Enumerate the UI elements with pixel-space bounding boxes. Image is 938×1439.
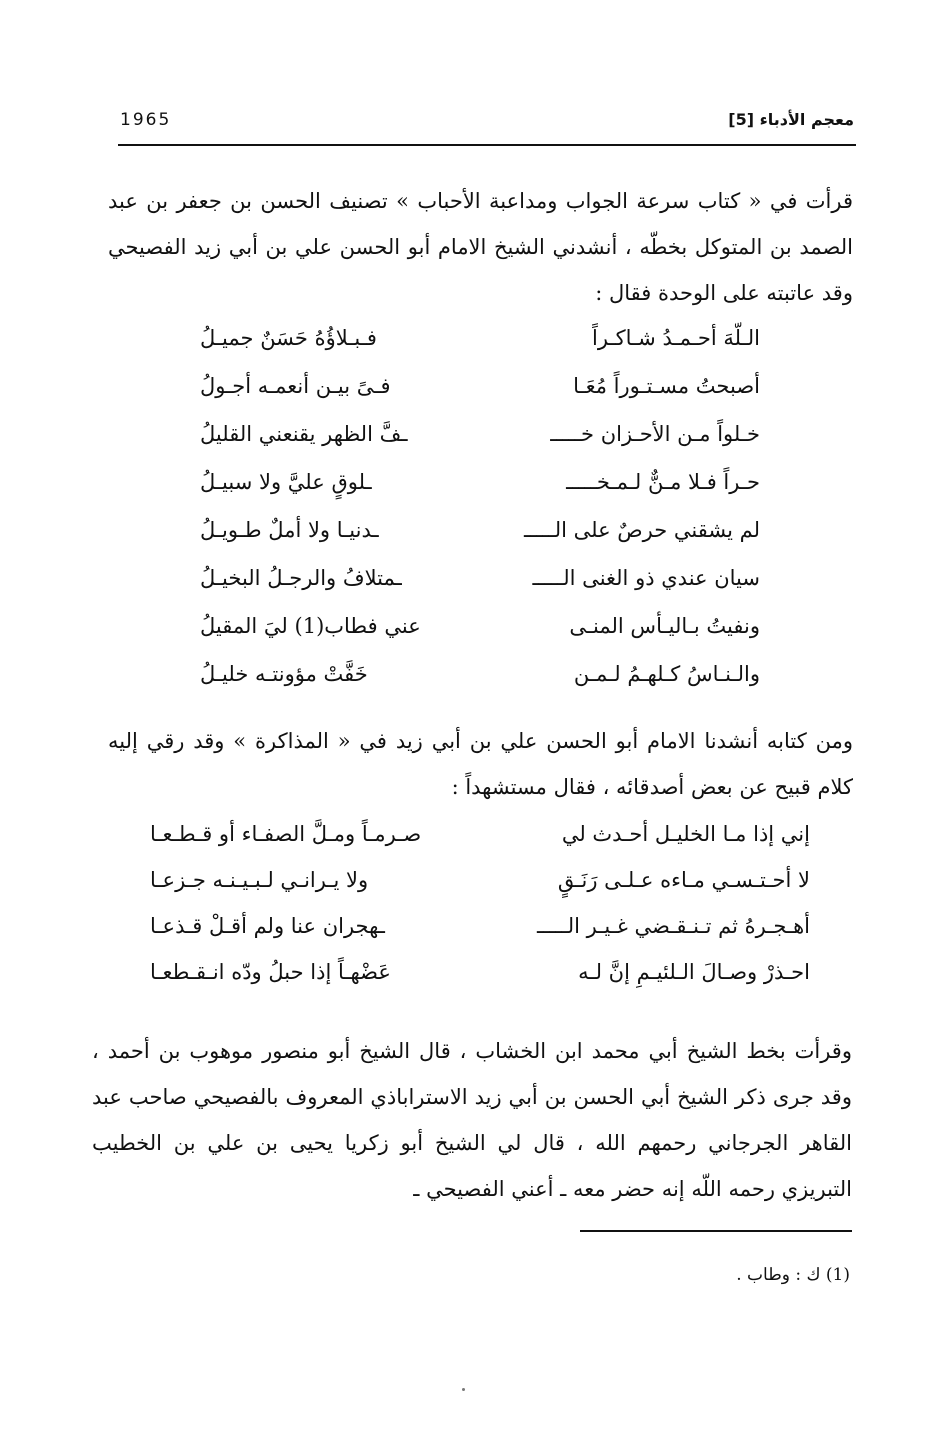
verse-first-hemistich: احـذرْ وصـالَ الـلئيـمِ إنَّ لـه [578,960,810,984]
verse [150,960,810,1006]
verse-first-hemistich: إني إذا مـا الخليـل أحـدث لي [561,822,810,846]
running-head: معجم الأدباء [5] [728,110,854,129]
verse-second-hemistich: عَضْهـاً إذا حبلُ ودّه انـقـطعـا [150,960,391,984]
verse [200,662,760,710]
verse [200,518,760,566]
poem-first [200,326,760,710]
verse-second-hemistich: صـرمـاً ومـلَّ الصفـاء أو قـطـعـا [150,822,422,846]
verse [200,614,760,662]
verse-first-hemistich: والـنـاسُ كـلهـمُ لـمـن [573,662,760,686]
verse-first-hemistich: أهـجـرهُ ثم تـنـقـضي غـيـر الـــــ [536,914,810,938]
verse-second-hemistich: ولا يـرانـي لـبـيـنـه جـزعـا [150,868,369,892]
verse-second-hemistich: فـبـلاؤُهُ حَسَنٌ جميـلُ [200,326,377,350]
verse [200,326,760,374]
paragraph-intro: قرأت في « كتاب سرعة الجواب ومداعبة الأحباب » تصنيف الحسن بن جعفر بن عبد الصمد بن المتوكل بخطّه ، أنشدني الشيخ الامام أبو الحسن علي بن أبي زيد الفصيحي وقد عاتبته على الوحدة فقال : [108,189,853,305]
verse-second-hemistich: ـهجران عنا ولم أقـلْ قـذعـا [150,914,385,938]
verse-second-hemistich: عني فطاب(1) ليَ المقيلُ [200,614,421,638]
verse-second-hemistich: ـفَّ الظهر يقنعني القليلُ [200,422,408,446]
verse-first-hemistich: الـلّهَ أحـمـدُ شـاكـراً [592,326,760,350]
verse-first-hemistich: حـراً فـلا مـنٌّ لـمـخـــــ [566,470,760,494]
footnote: (1) ك : وطاب . [736,1265,850,1285]
footnote-divider [580,1230,852,1232]
paragraph-third: وقرأت بخط الشيخ أبي محمد ابن الخشاب ، قال الشيخ أبو منصور موهوب بن أحمد ، وقد جرى ذكر الشيخ أبي الحسن بن أبي زيد الاستراباذي المعروف بالفصيحي صاحب عبد القاهر الجرجاني رحمهم الله ، قال لي الشيخ أبو زكريا يحيى بن علي بن الخطيب التبريزي رحمه اللّه إنه حضر معه ـ أعني الفصيحي ـ [92,1039,852,1201]
verse-first-hemistich: سيان عندي ذو الغنى الـــــ [532,566,760,590]
verse-second-hemistich: خَفَّتْ مؤونتـه خليـلُ [200,662,368,686]
paragraph-second: ومن كتابه أنشدنا الامام أبو الحسن علي بن أبي زيد في « المذاكرة » وقد رقي إليه كلام قبيح عن بعض أصدقائه ، فقال مستشهداً : [108,729,853,799]
verse [200,470,760,518]
verse [200,566,760,614]
poem-second [150,822,810,1006]
page-number: 1965 [120,110,172,130]
verse-first-hemistich: ونفيتُ بـاليـأس المنـى [569,614,760,638]
verse [200,422,760,470]
verse-first-hemistich: لم يشقني حرصٌ على الـــــ [523,518,760,542]
scan-speck [462,1388,465,1391]
verse-first-hemistich: أصبحتُ مسـتـوراً مُعَـا [573,374,760,398]
verse [150,868,810,914]
verse-second-hemistich: ـدنيـا ولا أملٌ طـويـلُ [200,518,379,542]
verse-second-hemistich: ـلوقٍ عليَّ ولا سبيـلُ [200,470,372,494]
verse [200,374,760,422]
verse [150,914,810,960]
verse-second-hemistich: فـىً بيـن أنعمـه أجـولُ [200,374,391,398]
page-header [118,108,856,146]
verse [150,822,810,868]
verse-first-hemistich: لا أحـتـسـي مـاءه عـلـى رَنَـقٍ [557,868,810,892]
verse-second-hemistich: ـمتلافُ والرجـلُ البخيـلُ [200,566,402,590]
verse-first-hemistich: خـلواً مـن الأحـزان خـــــ [550,422,760,446]
